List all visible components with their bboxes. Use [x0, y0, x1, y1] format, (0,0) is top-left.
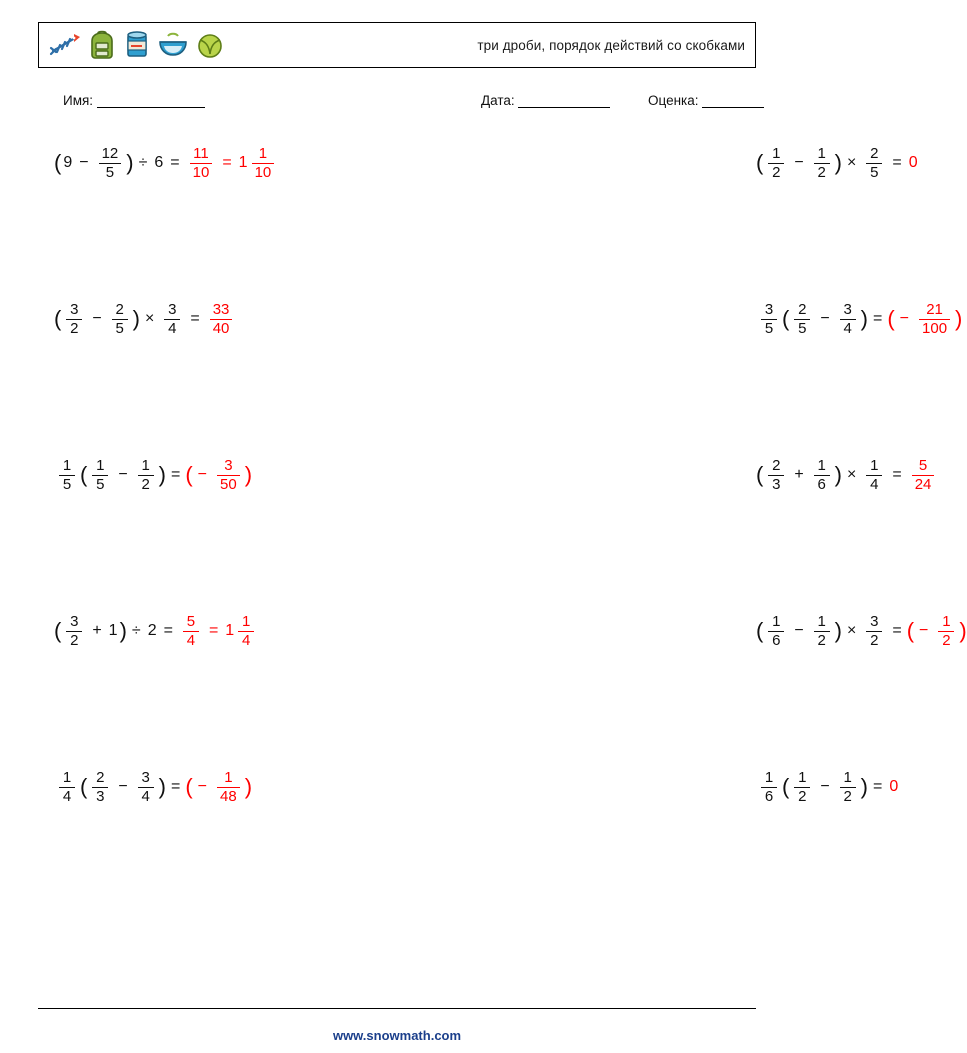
operator: =	[171, 466, 181, 484]
problem-row	[38, 608, 967, 764]
fraction-numerator: 3	[70, 301, 79, 318]
fraction-denominator: 2	[70, 319, 79, 337]
fraction-denominator: 2	[942, 631, 951, 649]
bowl-icon	[157, 30, 189, 60]
fraction	[761, 302, 777, 337]
term-fraction	[89, 770, 111, 805]
term-fraction	[63, 302, 85, 337]
fraction-numerator: 1	[141, 457, 150, 474]
operator: ×	[847, 622, 857, 640]
parenthesis: )	[132, 306, 140, 332]
date-field[interactable]	[481, 93, 610, 108]
name-input-rule[interactable]	[97, 94, 205, 108]
fraction-denominator: 5	[870, 163, 879, 181]
term-fraction	[758, 302, 780, 337]
fraction	[761, 770, 777, 805]
term-fraction	[837, 770, 859, 805]
parenthesis: )	[959, 618, 967, 644]
fraction-numerator: 1	[870, 457, 879, 474]
student-info-row	[38, 93, 756, 115]
footer-url: www.snowmath.com	[332, 1028, 462, 1043]
operator: −	[118, 778, 128, 796]
term-fraction	[791, 302, 813, 337]
problem-6	[342, 452, 932, 608]
date-input-rule[interactable]	[518, 94, 610, 108]
fraction-numerator: 21	[926, 301, 943, 318]
mixed-whole-part: 1	[238, 154, 248, 172]
fraction	[912, 458, 935, 493]
parenthesis: )	[860, 306, 868, 332]
parenthesis: )	[158, 774, 166, 800]
answer-fraction	[207, 302, 236, 337]
term-fraction	[811, 614, 833, 649]
operator: −	[197, 466, 208, 484]
fish-bone-icon	[47, 30, 81, 60]
parenthesis: (	[80, 462, 88, 488]
math-expression	[54, 614, 342, 649]
parenthesis: )	[158, 462, 166, 488]
term-number: 2	[147, 622, 157, 640]
fraction-numerator: 11	[193, 145, 209, 162]
operator: =	[163, 622, 173, 640]
tennis-ball-icon	[195, 30, 225, 60]
fraction-numerator: 1	[242, 613, 251, 630]
parenthesis: (	[756, 618, 764, 644]
fraction-numerator: 3	[224, 457, 233, 474]
fraction	[217, 770, 240, 805]
grade-input-rule[interactable]	[702, 94, 764, 108]
answer-fraction	[214, 458, 243, 493]
fraction-denominator: 2	[141, 475, 150, 493]
fraction	[190, 146, 213, 181]
fraction	[59, 770, 75, 805]
operator: =	[170, 154, 180, 172]
term-fraction	[765, 614, 787, 649]
parenthesis: (	[906, 618, 915, 644]
fraction-numerator: 2	[96, 769, 105, 786]
problem-row	[38, 296, 963, 452]
fraction-numerator: 2	[798, 301, 807, 318]
fraction	[794, 302, 810, 337]
operator: −	[794, 622, 804, 640]
operator: −	[118, 466, 128, 484]
parenthesis: )	[126, 150, 134, 176]
term-fraction	[96, 146, 125, 181]
fraction-numerator: 1	[224, 769, 233, 786]
term-fraction	[758, 770, 780, 805]
fraction	[238, 614, 254, 649]
fraction-denominator: 6	[764, 787, 774, 805]
operator: ÷	[138, 154, 148, 172]
parenthesis: (	[185, 462, 193, 488]
term-fraction	[837, 302, 859, 337]
parenthesis: (	[756, 462, 764, 488]
fraction-numerator: 33	[212, 301, 230, 318]
operator: +	[92, 622, 102, 640]
fraction	[768, 458, 784, 493]
fraction-numerator: 5	[918, 457, 928, 474]
worksheet-header	[38, 22, 756, 68]
fraction-denominator: 5	[115, 319, 124, 337]
fraction-denominator: 48	[220, 787, 237, 805]
fraction	[112, 302, 128, 337]
operator: +	[794, 466, 804, 484]
math-expression	[54, 770, 342, 805]
fraction-numerator: 3	[870, 613, 879, 630]
parenthesis: (	[80, 774, 88, 800]
term-fraction	[135, 770, 157, 805]
fraction-numerator: 1	[798, 769, 807, 786]
term-number: 6	[154, 154, 164, 172]
fraction	[814, 458, 830, 493]
parenthesis: )	[834, 150, 842, 176]
parenthesis: (	[185, 774, 193, 800]
fraction-denominator: 2	[870, 631, 879, 649]
problem-grid	[38, 140, 967, 920]
parenthesis: )	[244, 462, 253, 488]
fraction-numerator: 2	[772, 457, 781, 474]
fraction	[768, 614, 784, 649]
term-fraction	[109, 302, 131, 337]
operator: −	[820, 778, 830, 796]
fraction	[210, 302, 233, 337]
operator: =	[873, 310, 883, 328]
fraction-denominator: 5	[96, 475, 105, 493]
fraction-denominator: 4	[242, 631, 251, 649]
parenthesis: )	[244, 774, 253, 800]
fraction-numerator: 1	[258, 145, 268, 162]
problem-row	[38, 764, 899, 920]
problem-8	[342, 608, 967, 764]
problem-9	[38, 764, 342, 920]
problem-7	[38, 608, 342, 764]
fraction-denominator: 4	[843, 319, 852, 337]
fraction-denominator: 2	[70, 631, 79, 649]
problem-5	[38, 452, 342, 608]
fraction	[183, 614, 199, 649]
fraction-denominator: 3	[96, 787, 105, 805]
term-fraction	[863, 614, 885, 649]
fraction-denominator: 100	[922, 319, 948, 337]
fraction-numerator: 3	[141, 769, 150, 786]
fraction-denominator: 4	[870, 475, 879, 493]
parenthesis: (	[887, 306, 895, 332]
fraction-denominator: 50	[220, 475, 237, 493]
term-fraction	[811, 458, 833, 493]
fraction	[66, 614, 82, 649]
fraction-numerator: 5	[186, 613, 196, 630]
fraction-numerator: 12	[101, 145, 119, 162]
math-expression	[54, 302, 342, 337]
fraction	[814, 146, 830, 181]
term-fraction	[765, 146, 787, 181]
fraction	[217, 458, 240, 493]
fraction-denominator: 24	[914, 475, 932, 493]
term-fraction	[56, 458, 78, 493]
header-icon-strip	[39, 29, 225, 61]
answer-mixed-number	[225, 614, 257, 649]
problem-2	[342, 140, 918, 296]
operator: =	[190, 310, 200, 328]
fraction-numerator: 1	[96, 457, 105, 474]
term-fraction	[63, 614, 85, 649]
fraction	[919, 302, 950, 337]
fraction-numerator: 1	[62, 769, 72, 786]
fraction-denominator: 6	[817, 475, 826, 493]
problem-row	[38, 452, 932, 608]
term-fraction	[89, 458, 111, 493]
problem-10	[342, 764, 899, 920]
term-fraction	[56, 770, 78, 805]
backpack-icon	[87, 29, 117, 61]
answer-fraction	[916, 302, 953, 337]
parenthesis: (	[54, 618, 62, 644]
operator: ×	[145, 310, 155, 328]
operator: =	[873, 778, 883, 796]
fraction-denominator: 5	[62, 475, 72, 493]
fraction-numerator: 1	[62, 457, 72, 474]
fraction-denominator: 4	[168, 319, 177, 337]
operator: =	[222, 154, 232, 172]
answer-number: 0	[908, 154, 918, 172]
operator: =	[171, 778, 181, 796]
answer-number: 0	[889, 778, 899, 796]
parenthesis: (	[782, 306, 790, 332]
fraction	[768, 146, 784, 181]
fraction-denominator: 10	[192, 163, 210, 181]
operator: ×	[847, 466, 857, 484]
operator: =	[208, 622, 219, 640]
fraction-denominator: 10	[254, 163, 272, 181]
fraction	[866, 146, 882, 181]
fraction-denominator: 5	[764, 319, 774, 337]
date-label: Дата:	[481, 93, 515, 108]
math-expression	[54, 458, 342, 493]
name-label: Имя:	[63, 93, 94, 108]
operator: −	[197, 778, 208, 796]
parenthesis: )	[834, 462, 842, 488]
term-fraction	[811, 146, 833, 181]
parenthesis: )	[955, 306, 963, 332]
fraction-numerator: 3	[70, 613, 79, 630]
fraction-numerator: 2	[870, 145, 879, 162]
parenthesis: )	[860, 774, 868, 800]
parenthesis: (	[54, 150, 62, 176]
fraction-denominator: 4	[141, 787, 150, 805]
answer-fraction	[187, 146, 216, 181]
term-fraction	[135, 458, 157, 493]
fraction-numerator: 2	[115, 301, 124, 318]
problem-1	[38, 140, 342, 296]
mixed-whole-part: 1	[225, 622, 235, 640]
answer-fraction	[214, 770, 243, 805]
name-field[interactable]	[63, 93, 205, 108]
operator: −	[79, 154, 89, 172]
fraction-denominator: 4	[186, 631, 196, 649]
term-fraction	[765, 458, 787, 493]
parenthesis: )	[834, 618, 842, 644]
fraction	[252, 146, 275, 181]
math-expression	[54, 146, 342, 181]
answer-fraction	[909, 458, 938, 493]
fraction-denominator: 2	[798, 787, 807, 805]
fraction-numerator: 3	[843, 301, 852, 318]
footer-divider	[38, 1008, 756, 1009]
fraction	[164, 302, 180, 337]
problem-row	[38, 140, 918, 296]
can-icon	[123, 29, 151, 61]
fraction-denominator: 2	[817, 631, 826, 649]
answer-fraction	[180, 614, 202, 649]
answer-mixed-number	[239, 146, 278, 181]
fraction-numerator: 3	[168, 301, 177, 318]
fraction-numerator: 1	[942, 613, 951, 630]
fraction	[866, 614, 882, 649]
term-number: 9	[63, 154, 73, 172]
operator: −	[92, 310, 102, 328]
fraction-denominator: 2	[817, 163, 826, 181]
operator: ÷	[131, 622, 141, 640]
operator: =	[892, 154, 902, 172]
operator: −	[820, 310, 830, 328]
fraction-numerator: 1	[817, 145, 826, 162]
fraction	[138, 770, 154, 805]
operator: ×	[847, 154, 857, 172]
parenthesis: )	[119, 618, 127, 644]
term-fraction	[863, 146, 885, 181]
fraction-numerator: 1	[772, 145, 781, 162]
fraction	[59, 458, 75, 493]
operator: =	[892, 622, 902, 640]
fraction-numerator: 1	[817, 613, 826, 630]
fraction	[794, 770, 810, 805]
problem-3	[38, 296, 342, 452]
fraction	[92, 770, 108, 805]
fraction-numerator: 1	[817, 457, 826, 474]
grade-field[interactable]	[648, 93, 764, 108]
operator: −	[794, 154, 804, 172]
grade-label: Оценка:	[648, 93, 699, 108]
fraction	[866, 458, 882, 493]
page-title: три дроби, порядок действий со скобками	[477, 37, 745, 53]
parenthesis: (	[54, 306, 62, 332]
operator: =	[892, 466, 902, 484]
fraction-denominator: 2	[772, 163, 781, 181]
term-fraction	[863, 458, 885, 493]
parenthesis: (	[782, 774, 790, 800]
problem-4	[342, 296, 963, 452]
fraction	[138, 458, 154, 493]
fraction	[814, 614, 830, 649]
term-fraction	[791, 770, 813, 805]
fraction-denominator: 5	[105, 163, 115, 181]
operator: −	[919, 622, 929, 640]
fraction-numerator: 1	[843, 769, 852, 786]
fraction	[92, 458, 108, 493]
parenthesis: (	[756, 150, 764, 176]
fraction	[840, 770, 856, 805]
operator: −	[899, 310, 910, 328]
term-number: 1	[108, 622, 118, 640]
fraction-numerator: 3	[764, 301, 774, 318]
answer-fraction	[935, 614, 957, 649]
fraction-denominator: 3	[772, 475, 781, 493]
fraction-denominator: 6	[772, 631, 781, 649]
fraction	[938, 614, 954, 649]
fraction-numerator: 1	[764, 769, 774, 786]
fraction-denominator: 40	[212, 319, 230, 337]
fraction	[840, 302, 856, 337]
term-fraction	[161, 302, 183, 337]
fraction	[99, 146, 122, 181]
fraction-denominator: 2	[843, 787, 852, 805]
fraction-numerator: 1	[772, 613, 781, 630]
fraction-denominator: 4	[62, 787, 72, 805]
fraction-denominator: 5	[798, 319, 807, 337]
fraction	[66, 302, 82, 337]
